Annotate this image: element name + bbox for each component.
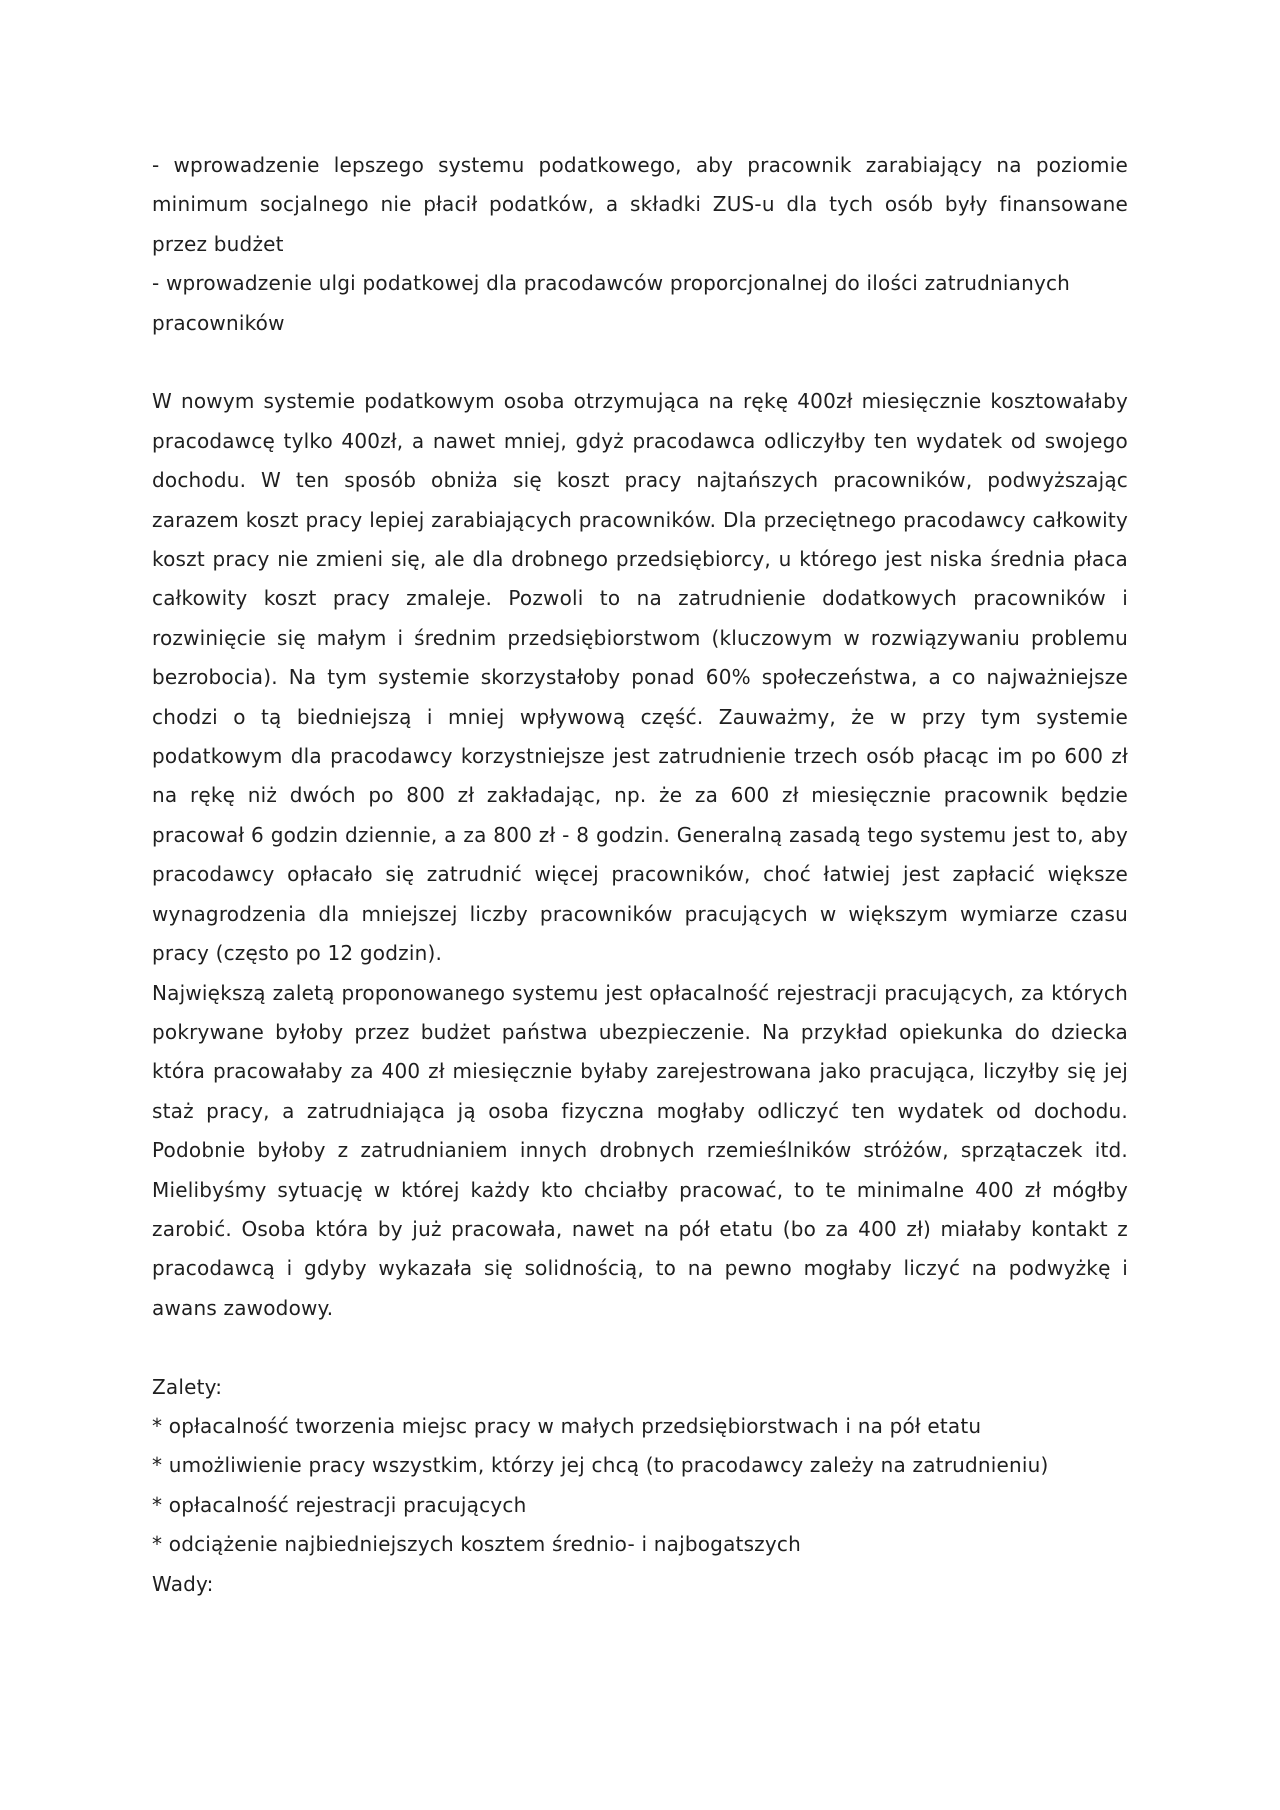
paragraph-new-tax-system: W nowym systemie podatkowym osoba otrzymująca na rękę 400zł miesięcznie kosztowałaby pracodawcę tylko 400zł, a nawet mniej, gdyż pracodawca odliczyłby ten wydatek od swojego dochodu. W ten sposób obniża się koszt pracy najtańszych pracowników, podwyższając zarazem koszt pracy lepiej zarabiających pracowników. Dla przeciętnego pracodawcy całkowity koszt pracy nie zmieni się, ale dla drobnego przedsiębiorcy, u którego jest niska średnia płaca całkowity koszt pracy zmaleje. Pozwoli to na zatrudnienie dodatkowych pracowników i rozwinięcie się małym i średnim przedsiębiorstwom (kluczowym w rozwiązywaniu problemu bezrobocia). Na tym systemie skorzystałoby ponad 60% społeczeństwa, a co najważniejsze chodzi o tą biedniejszą i mniej wpływową część. Zauważmy, że w przy tym systemie podatkowym dla pracodawcy korzystniejsze jest zatrudnienie trzech osób płacąc im po 600 zł na rękę niż dwóch po 800 zł zakładając, np. że za 600 zł miesięcznie pracownik będzie pracował 6 godzin dziennie, a za 800 zł - 8 godzin. Generalną zasadą tego systemu jest to, aby pracodawcy opłacało się zatrudnić więcej pracowników, choć łatwiej jest zapłacić większe wynagrodzenia dla mniejszej liczby pracowników pracujących w większym wymiarze czasu pracy (często po 12 godzin). <box>152 389 1128 966</box>
pros-item: * opłacalność rejestracji pracujących <box>152 1492 527 1517</box>
cons-heading: Wady: <box>152 1571 214 1596</box>
paragraph-registration-benefit: Największą zaletą proponowanego systemu jest opłacalność rejestracji pracujących, za których pokrywane byłoby przez budżet państwa ubezpieczenie. Na przykład opiekunka do dziecka która pracowałaby za 400 zł miesięcznie byłaby zarejestrowana jako pracująca, liczyłby się jej staż pracy, a zatrudniająca ją osoba fizyczna mogłaby odliczyć ten wydatek od dochodu. Podobnie byłoby z zatrudnianiem innych drobnych rzemieślników stróżów, sprzątaczek itd. Mielibyśmy sytuację w której każdy kto chciałby pracować, to te minimalne 400 zł mógłby zarobić. Osoba która by już pracowała, nawet na pół etatu (bo za 400 zł) miałaby kontakt z pracodawcą i gdyby wykazała się solidnością, to na pewno mogłaby liczyć na podwyżkę i awans zawodowy. <box>152 980 1128 1320</box>
pros-item: * opłacalność tworzenia miejsc pracy w małych przedsiębiorstwach i na pół etatu <box>152 1413 982 1438</box>
document-page <box>152 146 1128 1604</box>
intro-item-tax-system: - wprowadzenie lepszego systemu podatkowego, aby pracownik zarabiający na poziomie minimum socjalnego nie płacił podatków, a składki ZUS-u dla tych osób były finansowane przez budżet <box>152 153 1128 256</box>
intro-item-tax-relief: - wprowadzenie ulgi podatkowej dla pracodawców proporcjonalnej do ilości zatrudnianych pracowników <box>152 271 1071 335</box>
paragraph-spacer <box>152 343 1128 382</box>
pros-item: * umożliwienie pracy wszystkim, którzy jej chcą (to pracodawcy zależy na zatrudnieniu) <box>152 1453 1049 1478</box>
paragraph-spacer <box>152 1328 1128 1367</box>
pros-heading: Zalety: <box>152 1374 223 1399</box>
pros-item: * odciążenie najbiedniejszych kosztem średnio- i najbogatszych <box>152 1532 801 1557</box>
